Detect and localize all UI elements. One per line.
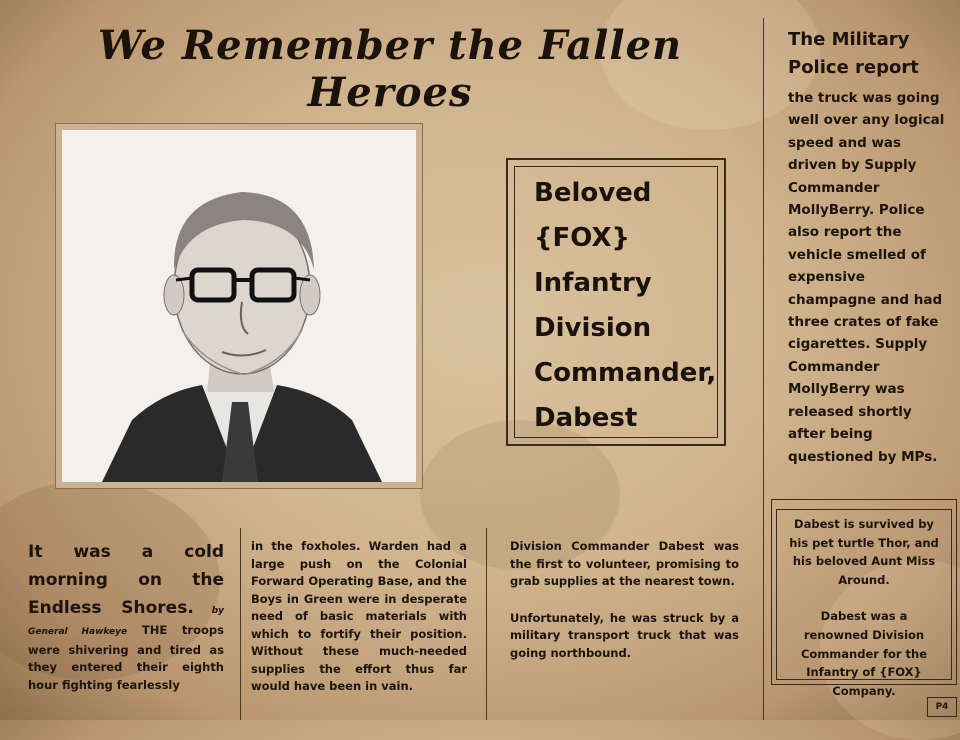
sidebar-body: the truck was going well over any logical speed and was driven by Supply Commander MollyBerry. Police also report the vehicle smelled of expensive champagne and had three crates of fake cigarettes. Supply Commander MollyBerry was released shortly after being questioned by MPs. <box>788 90 945 465</box>
article-text: in the foxholes. Warden had a large push on the Colonial Forward Operating Base, and the Boys in Green were in desperate need of basic materials with which to fortify their position. Without these much-needed supplies the effort thus far would have been in vain. <box>251 539 467 693</box>
page-number: P4 <box>927 697 957 717</box>
portrait-image <box>62 130 416 482</box>
column-divider <box>763 18 764 720</box>
headline-line: Dabest <box>534 403 638 433</box>
article-lead: It was a cold morning on the Endless Shores. <box>28 542 224 618</box>
survived-box <box>771 499 957 698</box>
portrait-sketch <box>62 130 416 482</box>
headline-line: {FOX} <box>534 223 631 253</box>
column-divider <box>486 528 487 720</box>
article-text: Division Commander Dabest was the first to volunteer, promising to grab supplies at the nearest town. <box>510 539 739 588</box>
sidebar-title: The Military Police report <box>788 29 919 78</box>
headline-line: Infantry <box>534 268 652 298</box>
portrait-frame <box>56 124 422 488</box>
article-text: THE troops were shivering and tired as they entered their eighth hour fighting fearlessly <box>28 623 224 692</box>
article-byline: by General Hawkeye <box>28 606 224 637</box>
survived-text: Dabest is survived by his pet turtle Thor, and his beloved Aunt Miss Around. <box>789 517 939 587</box>
headline-line: Division <box>534 313 652 343</box>
article-text: Unfortunately, he was struck by a military transport truck that was going northbound. <box>510 610 739 660</box>
renowned-text: Dabest was a renowned Division Commander for the Infantry of {FOX} Company. <box>800 609 928 698</box>
article-column-3 <box>510 538 739 662</box>
headline-box <box>506 158 726 446</box>
article-column-1 <box>28 538 224 694</box>
column-divider <box>240 528 241 720</box>
article-column-2 <box>251 538 467 696</box>
headline-line: Commander, <box>534 358 717 388</box>
headline-line: Beloved <box>534 178 652 208</box>
page-title: We Remember the Fallen Heroes <box>97 22 683 116</box>
